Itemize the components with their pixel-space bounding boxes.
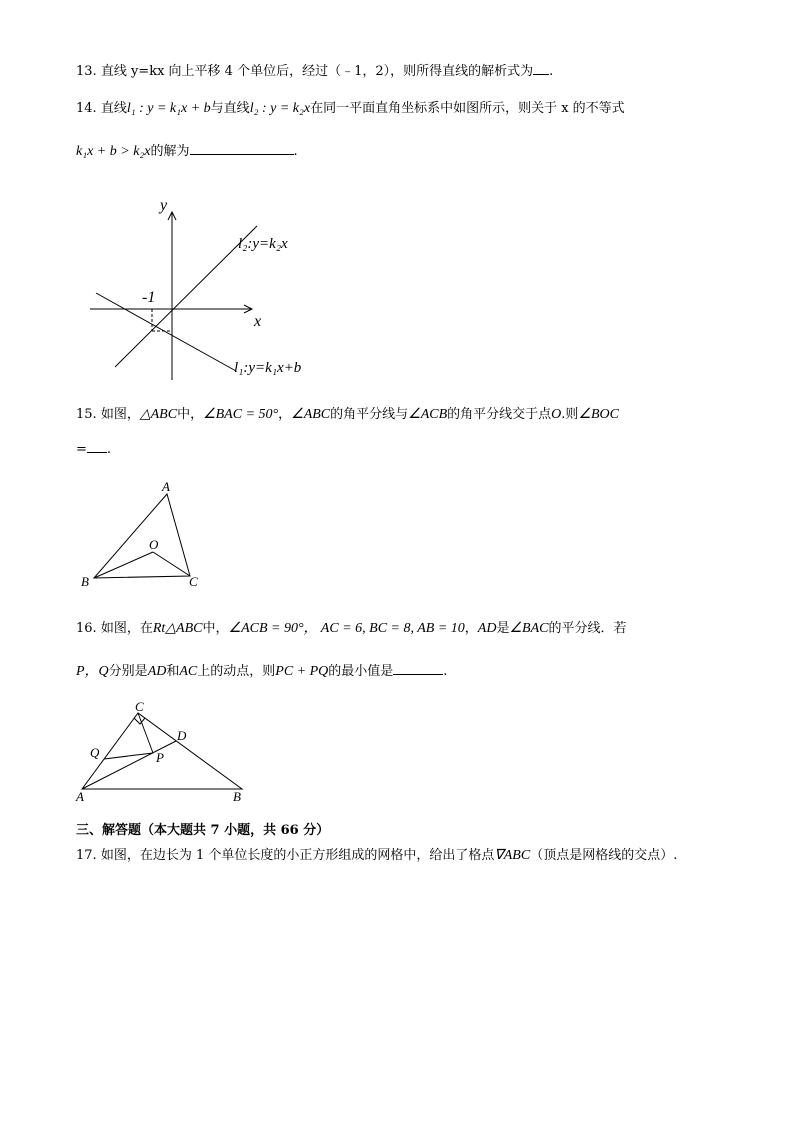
question-number: 16. bbox=[76, 621, 97, 636]
question-13: 13. 直线 y=kx 向上平移 4 个单位后，经过（﹣1，2），则所得直线的解析式为 . bbox=[76, 64, 554, 79]
question-16: 16. 如图，在Rt△ABC中，∠ACB = 90°， AC = 6, BC = 8, AB = 10，AD是∠BAC的平分线．若 bbox=[76, 621, 627, 636]
point-p-label: P bbox=[156, 750, 164, 765]
line-l1-equation: l₁ : y = k₁x + b bbox=[126, 101, 211, 116]
vertex-c-label: C bbox=[189, 574, 198, 589]
question-14: 14. 直线l₁ : y = k₁x + b与直线l₂ : y = k₂x在同一平面直角坐标系中如图所示，则关于 x 的不等式 bbox=[76, 101, 625, 116]
point-o-label: O bbox=[149, 537, 159, 552]
point-d-label: D bbox=[177, 728, 187, 743]
question-number: 14. bbox=[76, 101, 97, 116]
section-heading: 三、解答题（本大题共 7 小题，共 66 分） bbox=[76, 823, 330, 838]
question-text: 直线 y=kx 向上平移 4 个单位后，经过（﹣1，2），则所得直线的解析式为 bbox=[100, 64, 534, 79]
l2-label: l₂:y=k₂x bbox=[238, 236, 288, 252]
question-number: 15. bbox=[76, 407, 97, 422]
vertex-a-label: A bbox=[76, 789, 84, 804]
vertex-c-label: C bbox=[135, 699, 144, 714]
inequality: k₁x + b > k₂x bbox=[76, 144, 151, 159]
neg-one-label: -1 bbox=[142, 289, 156, 306]
right-angle-mark bbox=[134, 718, 145, 724]
vertex-b-label: B bbox=[81, 574, 89, 589]
question-15: 15. 如图，△ABC中，∠BAC = 50°，∠ABC的角平分线与∠ACB的角平分线交于点O.则∠BOC bbox=[76, 407, 619, 422]
vertex-b-label: B bbox=[233, 789, 241, 804]
line-l2-equation: l₂ : y = k₂x bbox=[249, 101, 311, 116]
question-17: 17. 如图，在边长为 1 个单位长度的小正方形组成的网格中，给出了格点∇ABC（顶点是网格线的交点）. bbox=[76, 848, 678, 863]
question-number: 13. bbox=[76, 64, 97, 79]
question-16-line-2: P，Q分别是AD和AC上的动点，则PC + PQ的最小值是 . bbox=[76, 664, 448, 679]
l1-label: l₁:y=k₁x+b bbox=[234, 360, 302, 376]
y-axis-label: y bbox=[160, 197, 168, 214]
vertex-a-label: A bbox=[162, 479, 170, 494]
x-axis-label: x bbox=[254, 313, 262, 330]
point-q-label: Q bbox=[90, 745, 100, 760]
question-15-line-2: = . bbox=[76, 442, 112, 457]
question-number: 17. bbox=[76, 848, 97, 863]
question-14-line-2: k₁x + b > k₂x的解为 . bbox=[76, 144, 298, 159]
